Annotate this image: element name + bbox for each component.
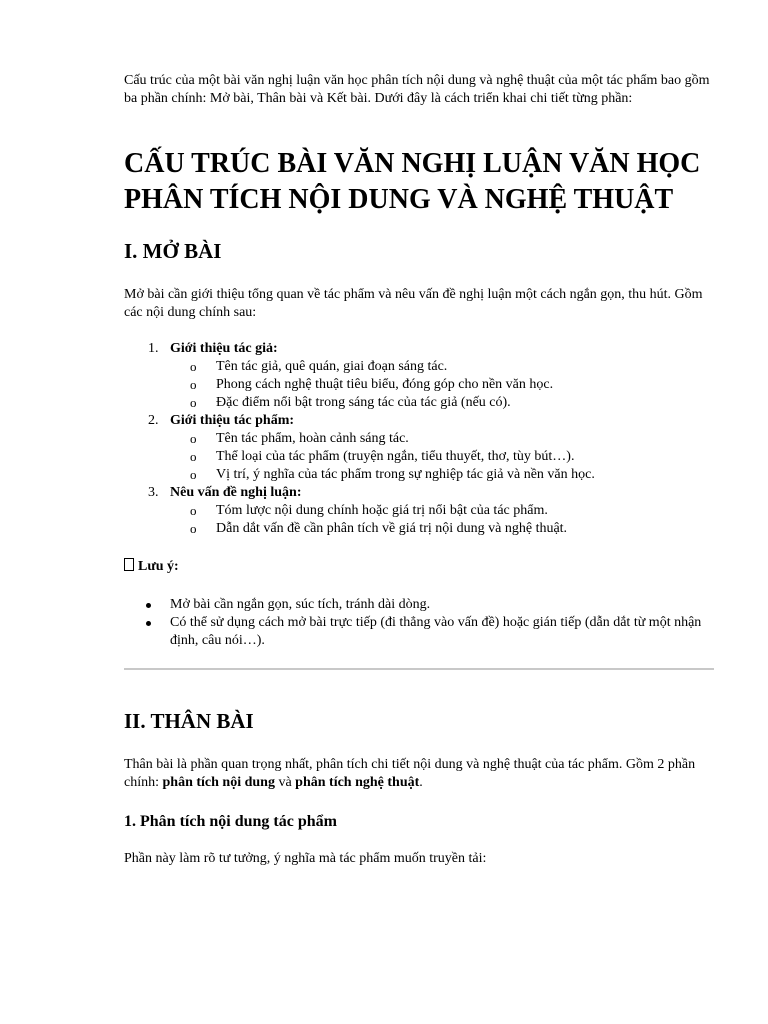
sub-list [170, 502, 714, 538]
circle-bullet-icon: o [190, 377, 197, 392]
note-item [170, 596, 714, 614]
than-bai-desc-text: Thân bài là phần quan trọng nhất, phân tích chi tiết nội dung và nghệ thuật của tác phẩm. Gồm 2 phần chính: [124, 757, 696, 790]
sub-list-item [190, 358, 714, 376]
subsection-description: Phần này làm rõ tư tưởng, ý nghĩa mà tác phẩm muốn truyền tải: [124, 851, 487, 866]
sub-list-item [190, 502, 714, 520]
than-bai-desc-conjunction: và [274, 775, 296, 790]
list-item [148, 412, 714, 484]
sub-list-item [190, 430, 714, 448]
note-label-text: Lưu ý: [138, 559, 179, 574]
sub-list-item-text: Tóm lược nội dung chính hoặc giá trị nổi bật của tác phẩm. [216, 503, 548, 518]
circle-bullet-icon: o [190, 449, 197, 464]
section-heading-than-bai: II. THÂN BÀI [124, 709, 254, 733]
list-item-number: 1. [148, 341, 159, 356]
note-heading [124, 558, 714, 576]
sub-list-item-text: Đặc điểm nổi bật trong sáng tác của tác giả (nếu có). [216, 395, 511, 410]
section-heading-mo-bai: I. MỞ BÀI [124, 239, 222, 263]
sub-list [170, 430, 714, 484]
list-item-number: 3. [148, 485, 159, 500]
list-item-label: Giới thiệu tác giả: [170, 341, 278, 356]
bullet-dot-icon [146, 603, 151, 608]
sub-list-item [190, 466, 714, 484]
sub-list [170, 358, 714, 412]
circle-bullet-icon: o [190, 467, 197, 482]
circle-bullet-icon: o [190, 395, 197, 410]
sub-list-item-text: Phong cách nghệ thuật tiêu biểu, đóng góp cho nền văn học. [216, 377, 554, 392]
circle-bullet-icon: o [190, 359, 197, 374]
intro-paragraph: Cấu trúc của một bài văn nghị luận văn học phân tích nội dung và nghệ thuật của một tác phẩm bao gồm ba phần chính: Mở bài, Thân bài và Kết bài. Dưới đây là cách triển khai chi tiết từng phần: [124, 73, 710, 106]
note-list [124, 596, 714, 650]
note-item-text: Mở bài cần ngắn gọn, súc tích, tránh dài dòng. [170, 597, 431, 612]
subsection-heading-noi-dung: 1. Phân tích nội dung tác phẩm [124, 813, 337, 830]
sub-list-item [190, 394, 714, 412]
list-item-number: 2. [148, 413, 159, 428]
note-item-text: Có thể sử dụng cách mở bài trực tiếp (đi thẳng vào vấn đề) hoặc gián tiếp (dẫn dắt từ một nhận định, câu nói…). [170, 615, 702, 648]
sub-list-item [190, 520, 714, 538]
list-item-label: Nêu vấn đề nghị luận: [170, 485, 302, 500]
sub-list-item-text: Tên tác giả, quê quán, giai đoạn sáng tác. [216, 359, 448, 374]
sub-list-item [190, 448, 714, 466]
sub-list-item-text: Dẫn dắt vấn đề cần phân tích về giá trị nội dung và nghệ thuật. [216, 521, 568, 536]
than-bai-desc-bold-content: phân tích nội dung [162, 775, 275, 790]
sub-list-item-text: Thể loại của tác phẩm (truyện ngắn, tiểu thuyết, thơ, tùy bút…). [216, 449, 575, 464]
circle-bullet-icon: o [190, 431, 197, 446]
page-title: CẤU TRÚC BÀI VĂN NGHỊ LUẬN VĂN HỌC PHÂN TÍCH NỘI DUNG VÀ NGHỆ THUẬT [124, 148, 701, 215]
sub-list-item-text: Tên tác phẩm, hoàn cảnh sáng tác. [216, 431, 409, 446]
than-bai-desc-end: . [419, 775, 423, 790]
list-item-label: Giới thiệu tác phẩm: [170, 413, 295, 428]
note-item [170, 614, 714, 650]
than-bai-description [124, 756, 714, 792]
than-bai-desc-bold-art: phân tích nghệ thuật [295, 775, 420, 790]
sub-list-item [190, 376, 714, 394]
mo-bai-list [124, 340, 714, 538]
bullet-dot-icon [146, 621, 151, 626]
missing-glyph-icon [124, 558, 134, 571]
mo-bai-description: Mở bài cần giới thiệu tổng quan về tác phẩm và nêu vấn đề nghị luận một cách ngắn gọn, thu hút. Gồm các nội dung chính sau: [124, 287, 703, 320]
circle-bullet-icon: o [190, 503, 197, 518]
list-item [148, 340, 714, 412]
list-item [148, 484, 714, 538]
circle-bullet-icon: o [190, 521, 197, 536]
sub-list-item-text: Vị trí, ý nghĩa của tác phẩm trong sự nghiệp tác giả và nền văn học. [216, 467, 595, 482]
section-divider [124, 668, 714, 670]
